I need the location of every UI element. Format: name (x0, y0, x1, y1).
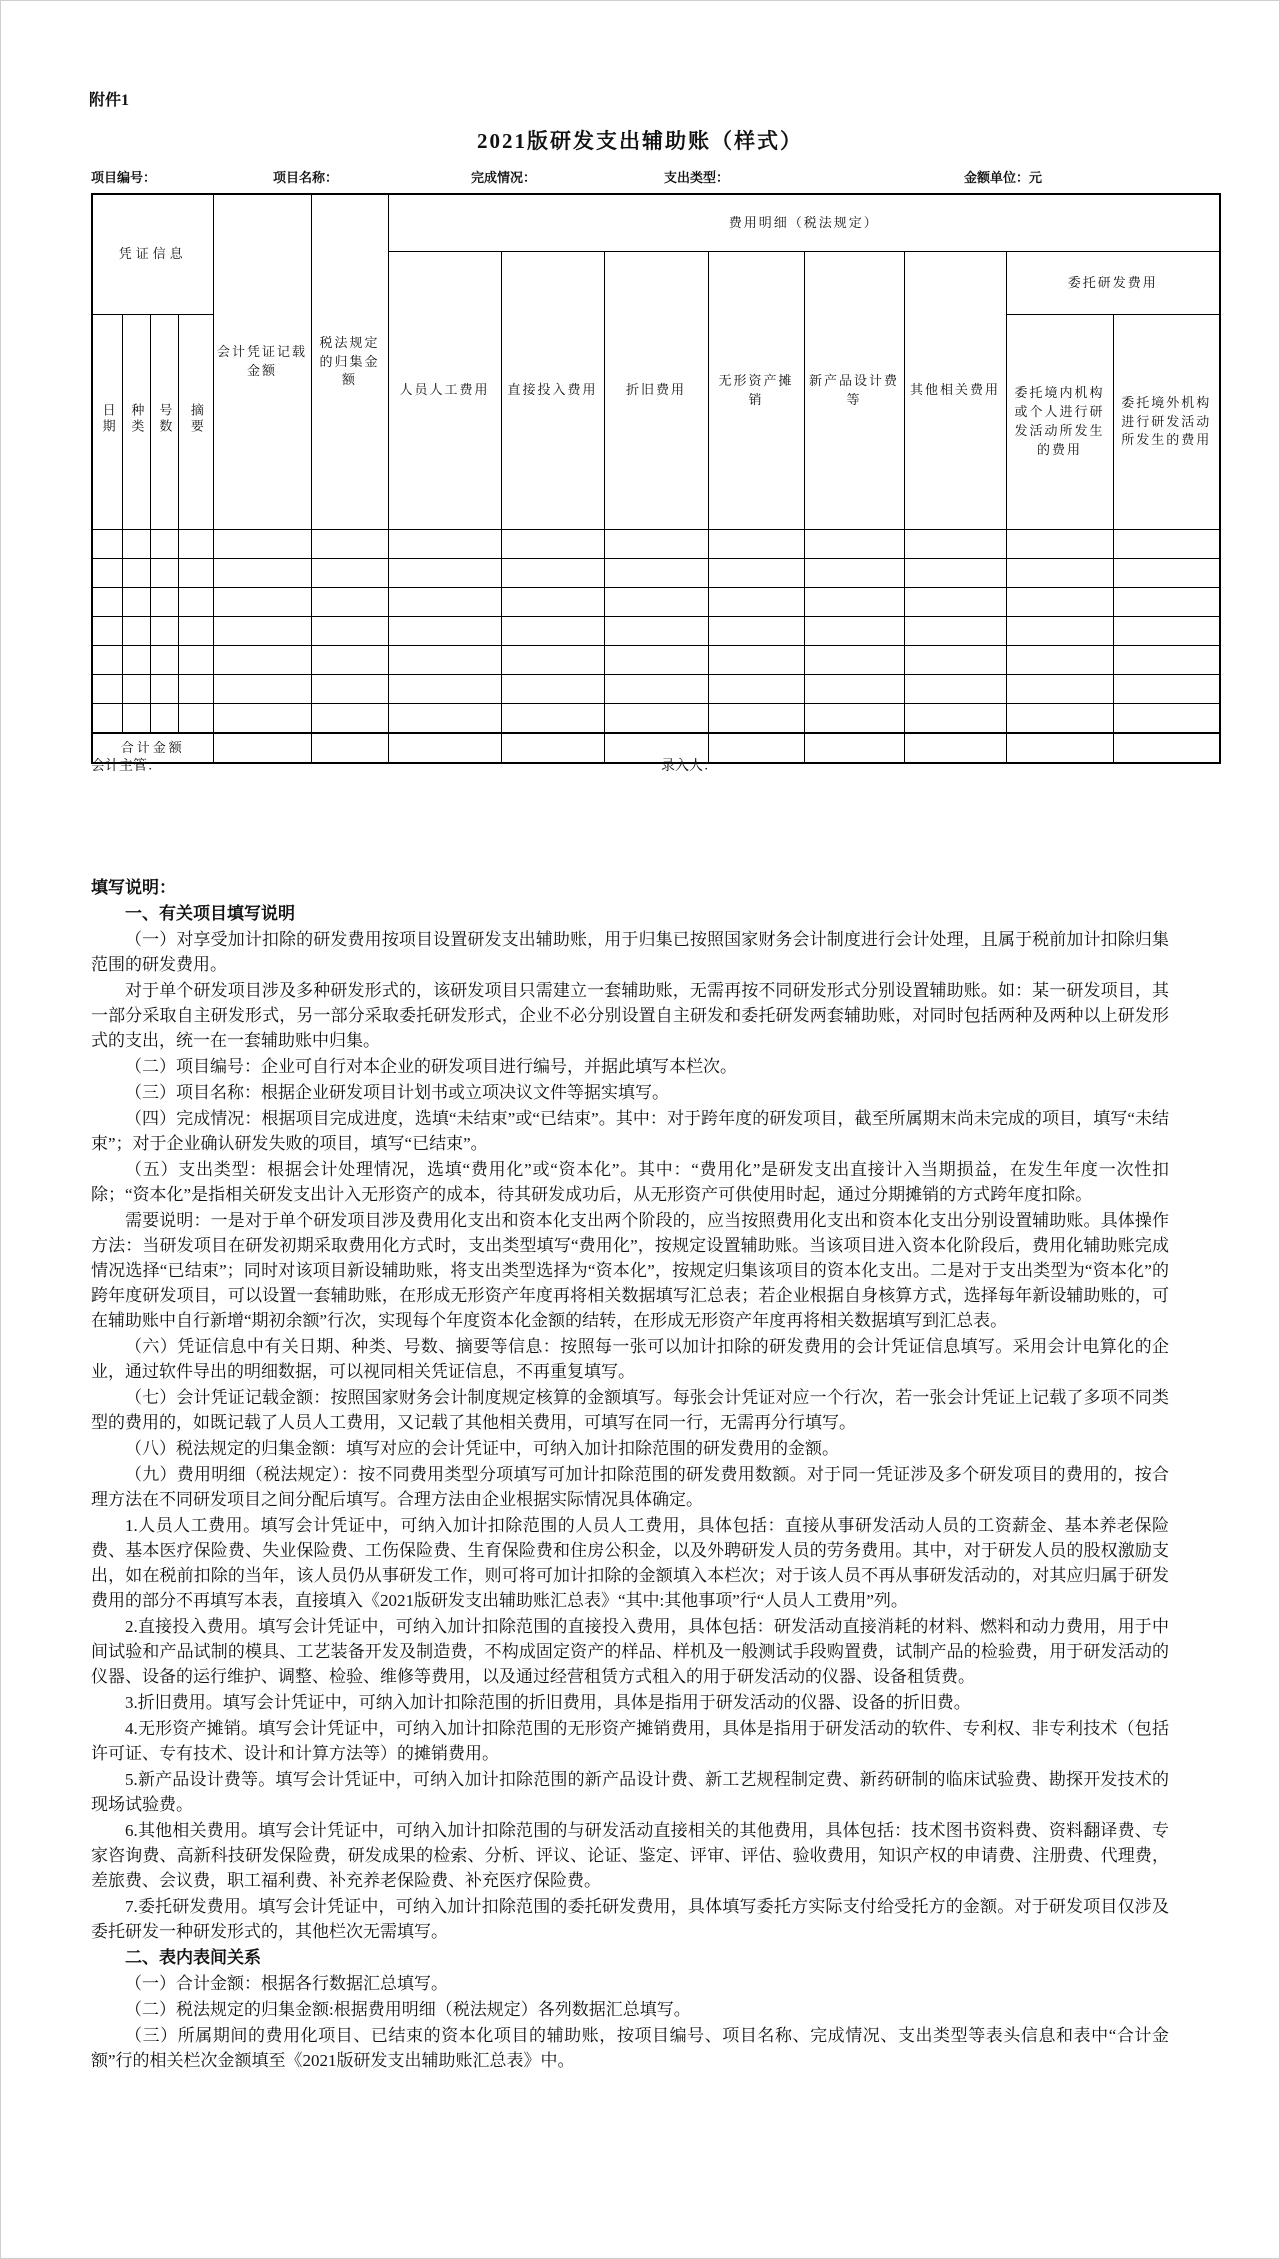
table-body (92, 530, 1220, 734)
empty-cell (708, 588, 804, 617)
header-fields (1, 167, 1279, 185)
empty-cell (501, 704, 604, 734)
col-header-date: 日期 (92, 315, 122, 530)
empty-cell (1113, 617, 1220, 646)
instruction-paragraph: （三）项目名称：根据企业研发项目计划书或立项决议文件等据实填写。 (125, 1083, 669, 1102)
auxiliary-account-table (91, 193, 1221, 764)
col-header-kind: 种类 (122, 315, 150, 530)
empty-cell (92, 559, 122, 588)
empty-cell (311, 530, 388, 559)
empty-cell (708, 617, 804, 646)
empty-cell (904, 588, 1006, 617)
empty-cell (388, 617, 501, 646)
empty-cell (150, 704, 178, 734)
instruction-paragraph: （六）凭证信息中有关日期、种类、号数、摘要等信息：按照每一张可以加计扣除的研发费用的会计凭证信息填写。采用会计电算化的企业，通过软件导出的明细数据，可以视同相关凭证信息，不再重复填写。 (91, 1337, 1169, 1381)
instruction-paragraph: 3.折旧费用。填写会计凭证中，可纳入加计扣除范围的折旧费用，具体是指用于研发活动的仪器、设备的折旧费。 (125, 1693, 971, 1712)
col-header-accounting-amount: 会计凭证记载金额 (213, 194, 311, 530)
empty-cell (804, 588, 904, 617)
table-row (92, 675, 1220, 704)
empty-cell (213, 704, 311, 734)
col-header-other-related: 其他相关费用 (904, 252, 1006, 530)
empty-cell (804, 617, 904, 646)
col-header-number: 号数 (150, 315, 178, 530)
empty-cell (708, 704, 804, 734)
empty-cell (604, 704, 708, 734)
page-title: 2021版研发支出辅助账（样式） (477, 129, 803, 153)
empty-cell (311, 675, 388, 704)
empty-cell (501, 559, 604, 588)
instruction-paragraph: 7.委托研发费用。填写会计凭证中，可纳入加计扣除范围的委托研发费用，具体填写委托方实际支付给受托方的金额。对于研发项目仅涉及委托研发一种研发形式的，其他栏次无需填写。 (91, 1897, 1169, 1941)
instruction-paragraph: 6.其他相关费用。填写会计凭证中，可纳入加计扣除范围的与研发活动直接相关的其他费用，具体包括：技术图书资料费、资料翻译费、专家咨询费、高新科技研发保险费，研发成果的检索、分析、评议、论证、鉴定、评审、评估、验收费用，知识产权的申请费、注册费、代理费，差旅费、会议费，职工福利费、补充养老保险费、补充医疗保险费。 (91, 1821, 1169, 1890)
signature-line (1, 755, 1279, 775)
instruction-paragraph: （五）支出类型：根据会计处理情况，选填“费用化”或“资本化”。其中：“费用化”是研发支出直接计入当期损益，在发生年度一次性扣除；“资本化”是指相关研发支出计入无形资产的成本，待其研发成功后，从无形资产可供使用时起，通过分期摊销的方式跨年度扣除。 (91, 1160, 1169, 1204)
empty-cell (92, 646, 122, 675)
empty-cell (388, 530, 501, 559)
empty-cell (904, 646, 1006, 675)
empty-cell (904, 675, 1006, 704)
empty-cell (501, 530, 604, 559)
instruction-paragraph: 5.新产品设计费等。填写会计凭证中，可纳入加计扣除范围的新产品设计费、新工艺规程制定费、新药研制的临床试验费、勘探开发技术的现场试验费。 (91, 1770, 1169, 1814)
empty-cell (604, 646, 708, 675)
empty-cell (604, 559, 708, 588)
empty-cell (178, 559, 213, 588)
field-amount-unit: 金额单位：元 (964, 170, 1043, 185)
col-header-expense-detail: 费用明细（税法规定） (388, 194, 1220, 252)
empty-cell (804, 646, 904, 675)
instruction-paragraph: 对于单个研发项目涉及多种研发形式的，该研发项目只需建立一套辅助账，无需再按不同研发形式分别设置辅助账。如：某一研发项目，其一部分采取自主研发形式，另一部分采取委托研发形式，企业不必分别设置自主研发和委托研发两套辅助账，对同时包括两种及两种以上研发形式的支出，统一在一套辅助账中归集。 (91, 981, 1169, 1050)
empty-cell (122, 530, 150, 559)
empty-cell (213, 530, 311, 559)
empty-cell (904, 704, 1006, 734)
empty-cell (804, 559, 904, 588)
empty-cell (1113, 530, 1220, 559)
col-header-summary: 摘要 (178, 315, 213, 530)
empty-cell (1113, 646, 1220, 675)
empty-cell (178, 530, 213, 559)
empty-cell (92, 617, 122, 646)
empty-cell (92, 675, 122, 704)
instruction-paragraph: （四）完成情况：根据项目完成进度，选填“未结束”或“已结束”。其中：对于跨年度的研发项目，截至所属期末尚未完成的项目，填写“未结束”；对于企业确认研发失败的项目，填写“已结束”。 (91, 1109, 1169, 1153)
col-header-personnel: 人员人工费用 (388, 252, 501, 530)
empty-cell (804, 675, 904, 704)
empty-cell (213, 588, 311, 617)
empty-cell (213, 675, 311, 704)
empty-cell (122, 617, 150, 646)
empty-cell (1113, 675, 1220, 704)
field-completion-status: 完成情况： (471, 170, 537, 185)
empty-cell (178, 646, 213, 675)
empty-cell (604, 588, 708, 617)
empty-cell (501, 646, 604, 675)
empty-cell (501, 675, 604, 704)
instructions-body (91, 875, 1169, 2074)
empty-cell (311, 704, 388, 734)
instruction-paragraph: 2.直接投入费用。填写会计凭证中，可纳入加计扣除范围的直接投入费用，具体包括：研发活动直接消耗的材料、燃料和动力费用，用于中间试验和产品试制的模具、工艺装备开发及制造费，不构成固定资产的样品、样机及一般测试手段购置费，试制产品的检验费，用于研发活动的仪器、设备的运行维护、调整、检验、维修等费用，以及通过经营租赁方式租入的用于研发活动的仪器、设备租赁费。 (91, 1617, 1169, 1686)
instruction-paragraph: （一）对享受加计扣除的研发费用按项目设置研发支出辅助账，用于归集已按照国家财务会计制度进行会计处理，且属于税前加计扣除归集范围的研发费用。 (91, 930, 1169, 974)
instruction-paragraph: 需要说明：一是对于单个研发项目涉及费用化支出和资本化支出两个阶段的，应当按照费用化支出和资本化支出分别设置辅助账。具体操作方法：当研发项目在研发初期采取费用化方式时，支出类型填写“费用化”，按规定设置辅助账。当该项目进入资本化阶段后，费用化辅助账完成情况选择“已结束”；同时对该项目新设辅助账，将支出类型选择为“资本化”，按规定归集该项目的资本化支出。二是对于支出类型为“资本化”的跨年度研发项目，可以设置一套辅助账，在形成无形资产年度再将相关数据填写汇总表；若企业根据自身核算方式，选择每年新设辅助账的，可在辅助账中自行新增“期初余额”行次，实现每个年度资本化金额的结转，在形成无形资产年度再将相关数据填写到汇总表。 (91, 1211, 1169, 1330)
accounting-supervisor-label: 会计主管： (91, 759, 161, 774)
col-header-direct-input: 直接投入费用 (501, 252, 604, 530)
col-header-amortization: 无形资产摊销 (708, 252, 804, 530)
table-row (92, 530, 1220, 559)
empty-cell (1006, 617, 1113, 646)
field-project-name: 项目名称： (273, 170, 339, 185)
empty-cell (122, 675, 150, 704)
empty-cell (604, 617, 708, 646)
col-header-entrusted-rd: 委托研发费用 (1006, 252, 1220, 315)
empty-cell (708, 530, 804, 559)
attachment-label: 附件1 (89, 92, 130, 109)
empty-cell (150, 530, 178, 559)
instruction-paragraph: （三）所属期间的费用化项目、已结束的资本化项目的辅助账，按项目编号、项目名称、完成情况、支出类型等表头信息和表中“合计金额”行的相关栏次金额填至《2021版研发支出辅助账汇总表》中。 (91, 2026, 1169, 2070)
field-project-no: 项目编号： (91, 170, 157, 185)
table-row (92, 588, 1220, 617)
empty-cell (150, 675, 178, 704)
entered-by-label: 录入人： (661, 759, 717, 774)
empty-cell (311, 646, 388, 675)
col-header-tax-amount: 税法规定的归集金额 (311, 194, 388, 530)
table-row (92, 617, 1220, 646)
empty-cell (92, 588, 122, 617)
instruction-paragraph: （二）项目编号：企业可自行对本企业的研发项目进行编号，并据此填写本栏次。 (125, 1057, 737, 1076)
empty-cell (213, 559, 311, 588)
empty-cell (178, 617, 213, 646)
instruction-paragraph: 填写说明： (91, 878, 176, 897)
empty-cell (122, 559, 150, 588)
empty-cell (150, 646, 178, 675)
empty-cell (1006, 646, 1113, 675)
empty-cell (1113, 588, 1220, 617)
empty-cell (708, 675, 804, 704)
instruction-paragraph: 二、表内表间关系 (125, 1948, 261, 1967)
instruction-paragraph: （八）税法规定的归集金额：填写对应的会计凭证中，可纳入加计扣除范围的研发费用的金额。 (125, 1439, 839, 1458)
empty-cell (804, 704, 904, 734)
empty-cell (213, 646, 311, 675)
empty-cell (388, 588, 501, 617)
empty-cell (1006, 675, 1113, 704)
empty-cell (1113, 704, 1220, 734)
empty-cell (1006, 530, 1113, 559)
empty-cell (311, 559, 388, 588)
empty-cell (178, 675, 213, 704)
empty-cell (178, 704, 213, 734)
empty-cell (904, 559, 1006, 588)
instruction-paragraph: 一、有关项目填写说明 (125, 904, 295, 923)
instruction-paragraph: 1.人员人工费用。填写会计凭证中，可纳入加计扣除范围的人员人工费用，具体包括：直接从事研发活动人员的工资薪金、基本养老保险费、基本医疗保险费、失业保险费、工伤保险费、生育保险费和住房公积金，以及外聘研发人员的劳务费用。其中，对于研发人员的股权激励支出，如在税前扣除的当年，该人员仍从事研发工作，则可将可加计扣除的金额填入本栏次；对于该人员不再从事研发活动的，对其应归属于研发费用的部分不再填写本表，直接填入《2021版研发支出辅助账汇总表》“其中:其他事项”行“人员人工费用”列。 (91, 1516, 1169, 1610)
empty-cell (604, 675, 708, 704)
empty-cell (708, 559, 804, 588)
empty-cell (501, 588, 604, 617)
instruction-paragraph: （二）税法规定的归集金额:根据费用明细（税法规定）各列数据汇总填写。 (125, 2000, 691, 2019)
empty-cell (150, 559, 178, 588)
empty-cell (904, 617, 1006, 646)
empty-cell (311, 617, 388, 646)
empty-cell (150, 617, 178, 646)
col-header-entrusted-overseas: 委托境外机构进行研发活动所发生的费用 (1113, 315, 1220, 530)
empty-cell (388, 675, 501, 704)
empty-cell (904, 530, 1006, 559)
empty-cell (388, 646, 501, 675)
empty-cell (1006, 704, 1113, 734)
empty-cell (388, 704, 501, 734)
empty-cell (178, 588, 213, 617)
empty-cell (1006, 588, 1113, 617)
table-row (92, 704, 1220, 734)
instruction-paragraph: （七）会计凭证记载金额：按照国家财务会计制度规定核算的金额填写。每张会计凭证对应一个行次，若一张会计凭证上记载了多项不同类型的费用的，如既记载了人员人工费用，又记载了其他相关费用，可填写在同一行，无需再分行填写。 (91, 1388, 1169, 1432)
col-header-new-product-design: 新产品设计费等 (804, 252, 904, 530)
empty-cell (122, 588, 150, 617)
field-expense-type: 支出类型： (664, 170, 730, 185)
empty-cell (122, 646, 150, 675)
total-amount-label: 合计金额 (92, 733, 213, 763)
col-header-depreciation: 折旧费用 (604, 252, 708, 530)
empty-cell (213, 617, 311, 646)
empty-cell (501, 617, 604, 646)
instruction-paragraph: 4.无形资产摊销。填写会计凭证中，可纳入加计扣除范围的无形资产摊销费用，具体是指用于研发活动的软件、专利权、非专利技术（包括许可证、专有技术、设计和计算方法等）的摊销费用。 (91, 1719, 1169, 1763)
col-header-voucher-info: 凭证信息 (92, 194, 213, 315)
table-header (92, 194, 1220, 530)
empty-cell (150, 588, 178, 617)
empty-cell (1006, 559, 1113, 588)
table-row (92, 646, 1220, 675)
instruction-paragraph: （九）费用明细（税法规定）：按不同费用类型分项填写可加计扣除范围的研发费用数额。对于同一凭证涉及多个研发项目的费用的，按合理方法在不同研发项目之间分配后填写。合理方法由企业根据实际情况具体确定。 (91, 1465, 1169, 1509)
empty-cell (311, 588, 388, 617)
empty-cell (708, 646, 804, 675)
empty-cell (804, 530, 904, 559)
empty-cell (604, 530, 708, 559)
table-row (92, 559, 1220, 588)
empty-cell (92, 704, 122, 734)
empty-cell (1113, 559, 1220, 588)
empty-cell (122, 704, 150, 734)
empty-cell (388, 559, 501, 588)
instruction-paragraph: （一）合计金额：根据各行数据汇总填写。 (125, 1974, 448, 1993)
empty-cell (92, 530, 122, 559)
col-header-entrusted-domestic: 委托境内机构或个人进行研发活动所发生的费用 (1006, 315, 1113, 530)
